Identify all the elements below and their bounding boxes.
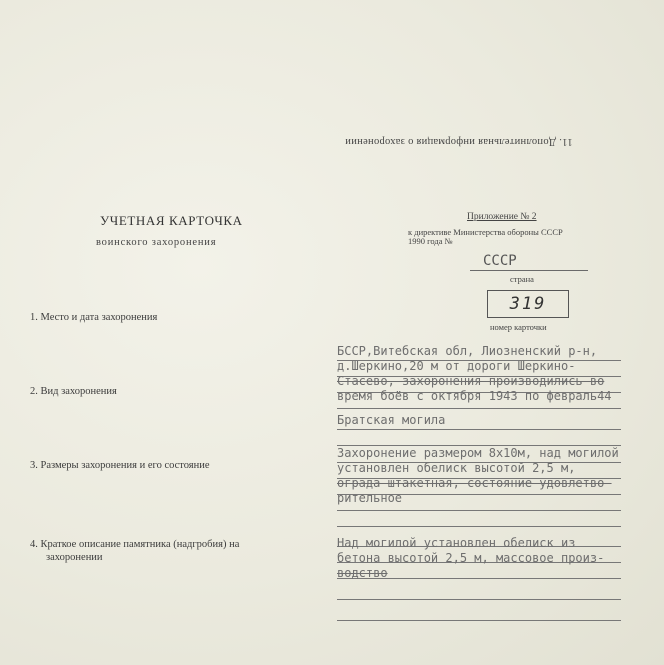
size-line-3: ограда штакетная, состояние удовлетво- <box>337 476 612 490</box>
type-line-1: Братская могила <box>337 413 446 427</box>
monument-value <box>337 536 664 581</box>
directive-text <box>408 228 638 246</box>
monument-label-line-2: захоронении <box>46 552 103 563</box>
size-line-4: рительное <box>337 491 403 505</box>
monument-label <box>30 538 239 564</box>
place-line-1: БССР,Витебская обл, Лиозненский р-н, <box>337 344 598 358</box>
monument-line-1: Над могилой установлен обелиск из <box>337 536 576 550</box>
size-condition-label: 3. Размеры захоронения и его состояние <box>30 460 210 471</box>
card-subtitle: воинского захоронения <box>96 237 217 248</box>
card-title: УЧЕТНАЯ КАРТОЧКА <box>100 213 243 228</box>
appendix-label: Приложение № 2 <box>467 212 537 222</box>
place-line-4: время боёв с октября 1943 по февраль44 <box>337 389 612 403</box>
monument-label-line-1: 4. Краткое описание памятника (надгробия) на <box>30 539 240 550</box>
place-line-2: д.Шеркино,20 м от дороги Шеркино- <box>337 359 576 373</box>
monument-line-3: водство <box>337 566 388 580</box>
directive-line-1: к директиве Министерства обороны СССР <box>408 227 563 237</box>
place-date-label: 1. Место и дата захоронения <box>30 312 158 323</box>
size-line-1: Захоронение размером 8х10м, над могилой <box>337 446 619 460</box>
place-line-3: Стасево, захоронения производились во <box>337 374 605 388</box>
country-value: СССР <box>483 253 517 269</box>
burial-type-value <box>337 413 664 428</box>
size-condition-value <box>337 446 664 506</box>
burial-type-label: 2. Вид захоронения <box>30 386 117 397</box>
size-line-2: установлен обелиск высотой 2,5 м, <box>337 461 576 475</box>
card-number-box: 319 <box>487 290 569 318</box>
country-underline <box>470 270 588 271</box>
place-date-value <box>337 344 664 404</box>
directive-line-2: 1990 года № <box>408 236 453 246</box>
card-number-caption: номер карточки <box>490 322 547 332</box>
monument-line-2: бетона высотой 2,5 м, массовое произ- <box>337 551 605 565</box>
additional-info-heading: 11. Дополнительная информация о захоронении <box>345 136 573 147</box>
country-caption: страна <box>510 274 534 284</box>
